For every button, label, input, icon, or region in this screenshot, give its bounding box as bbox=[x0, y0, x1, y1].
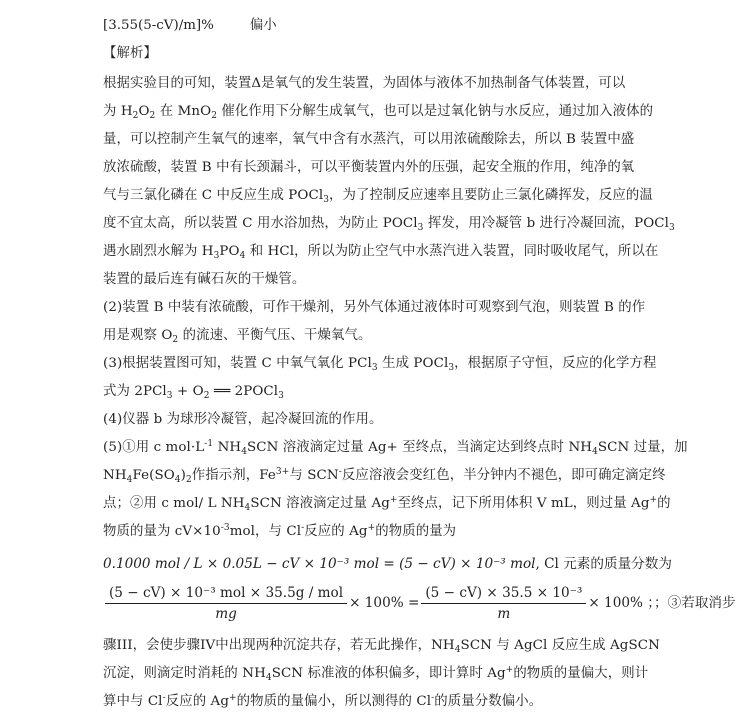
p2-line1: (2)装置 B 中装有浓硫酸，可作干燥剂，另外气体通过液体时可观察到气泡，则装置 B 的作 bbox=[103, 300, 646, 315]
section-heading: 【解析】 bbox=[103, 46, 157, 61]
p1-line6: 度不宜太高，所以装置 C 用水浴加热，为防止 POCl$_3$ 挥发，用冷凝管 b 进行冷凝回流，POCl$_3$ bbox=[103, 216, 675, 233]
p1-line4: 放浓硫酸，装置 B 中有长颈漏斗，可以平衡装置内外的压强，起安全瓶的作用，纯净的氧 bbox=[103, 160, 635, 175]
p4-line1: (4)仪器 b 为球形冷凝管，起冷凝回流的作用。 bbox=[103, 412, 383, 427]
p1-line2: 为 $H_2O_2$ 在 MnO$_2$ 催化作用下分解生成氧气，也可以是过氧化钠与水反应，通过加入液体的 bbox=[103, 104, 654, 121]
answer-verdict: 偏小 bbox=[249, 18, 277, 33]
p1-line3: 量，可以控制产生氧气的速率，氧气中含有水蒸汽，可以用浓硫酸除去，所以 B 装置中盛 bbox=[103, 132, 635, 147]
p2-line2: 用是观察 $O_2$ 的流速、平衡气压、干燥氧气。 bbox=[103, 328, 372, 345]
equation-mass-fraction: $\frac{\text{(5 − cV) × 10⁻³ mol × 35.5g / mol}}{mg}$ × 100% = $\frac{\text{(5 − cV) × 35.5 × 10⁻³}}{m}$ × 100% ；；③若取消步 bbox=[103, 585, 736, 622]
p3-equation-line: 式为 $2PCl_3 + O_2$ ══ 2POCl$_3$ bbox=[103, 384, 284, 401]
p1-line5: 气与三氯化磷在 C 中反应生成 POCl$_3$，为了控制反应速率且要防止三氯化磷挥发，反应的温 bbox=[103, 188, 653, 205]
p5-line9: 算中与 Cl-反应的 Ag+的物质的量偏小，所以测得的 Cl-的质量分数偏小。 bbox=[103, 693, 543, 709]
answer-formula: [3.55(5-cV)/m]% bbox=[103, 18, 214, 33]
p1-line1: 根据实验目的可知，装置Δ是氧气的发生装置，为固体与液体不加热制备气体装置，可以 bbox=[103, 76, 626, 91]
p5-line7: 骤III，会使步骤IV中出现两种沉淀共存，若无此操作，$NH_4SCN$ 与 AgCl 反应生成 AgSCN bbox=[103, 638, 660, 655]
p3-line1: (3)根据装置图可知，装置 C 中氧气氧化 PCl$_3$ 生成 POCl$_3$，根据原子守恒，反应的化学方程 bbox=[103, 356, 657, 373]
p5-line1: (5)①用 c $mol\cdot L^{-1}$ $NH_4SCN$ 溶液滴定过量 Ag+ 至终点，当滴定达到终点时 $NH_4SCN$ 过量，加 bbox=[103, 439, 688, 457]
answer-line bbox=[103, 14, 277, 33]
equation-moles: 0.1000 mol / L × 0.05L − cV × 10⁻³ mol = (5 − cV) × 10⁻³ mol, Cl 元素的质量分数为 bbox=[103, 556, 672, 572]
p5-line4: 物质的量为 $cV\times 10^{-3}mol$，与 Cl-反应的 Ag+的物质的量为 bbox=[103, 523, 457, 539]
p1-line7: 遇水剧烈水解为 $H_3PO_4$ 和 HCl，所以为防止空气中水蒸汽进入装置，同时吸收尾气，所以在 bbox=[103, 244, 659, 261]
p5-line8: 沉淀，则滴定时消耗的 $NH_4SCN$ 标准液的体积偏多，即计算时 Ag+的物质的量偏大，则计 bbox=[103, 665, 649, 683]
fraction-2: $\frac{\text{(5 − cV) × 35.5 × 10⁻³}}{m}$ bbox=[421, 585, 586, 622]
p5-line2: $NH_4Fe(SO_4)_2$作指示剂，$Fe^{3+}$与 SCN-反应溶液会变红色，半分钟内不褪色，即可确定滴定终 bbox=[103, 467, 666, 485]
p1-line8: 装置的最后连有碱石灰的干燥管。 bbox=[103, 272, 306, 287]
p5-line3: 点；②用 c mol/ L $NH_4SCN$ 溶液滴定过量 Ag+至终点，记下所用体积 V mL，则过量 Ag+的 bbox=[103, 495, 671, 513]
fraction-1: $\frac{\text{(5 − cV) × 10⁻³ mol × 35.5g / mol}}{mg}$ bbox=[105, 585, 347, 622]
